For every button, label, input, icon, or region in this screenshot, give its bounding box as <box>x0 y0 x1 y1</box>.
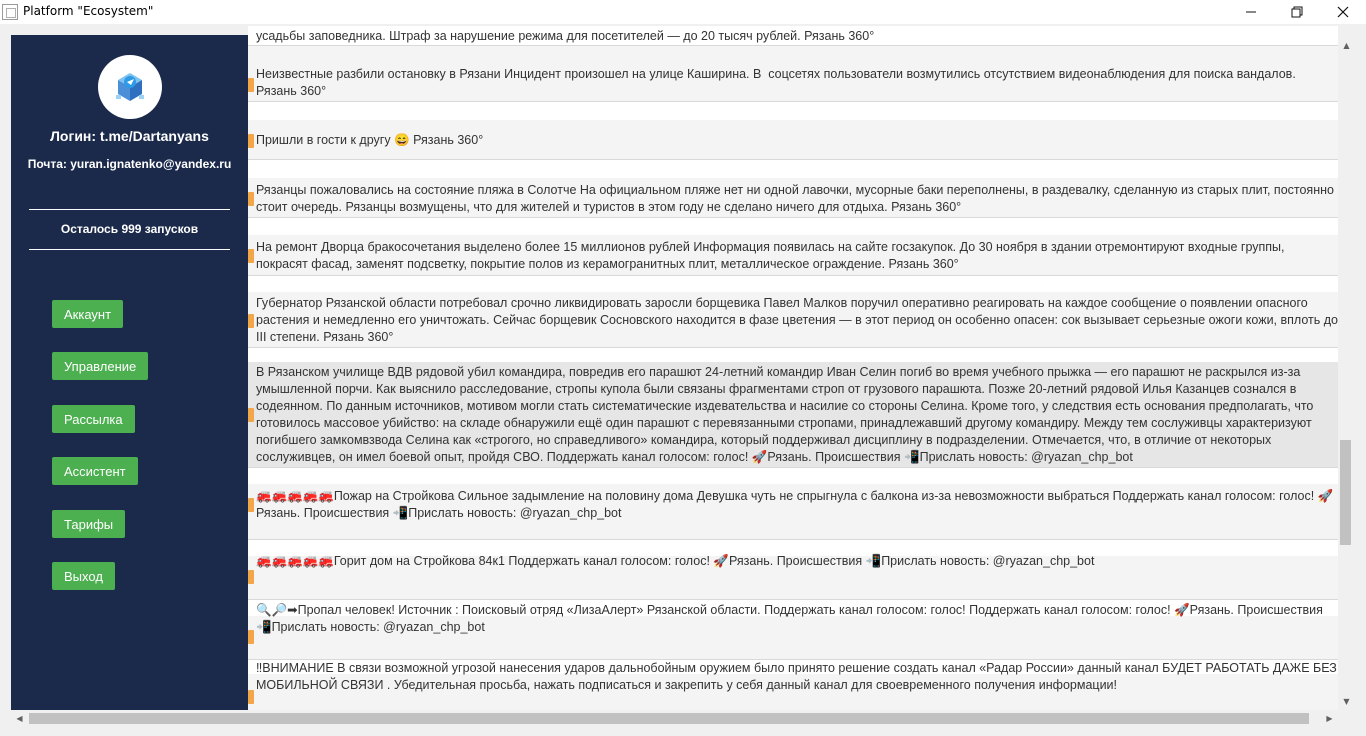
item-marker <box>248 498 254 512</box>
assistant-button[interactable]: Ассистент <box>52 457 138 485</box>
launches-remaining: Осталось 999 запусков <box>60 222 199 236</box>
list-item[interactable] <box>248 556 1338 600</box>
news-text: На ремонт Дворца бракосочетания выделено более 15 миллионов рублей Информация появилась на сайте госзакупок. До 30 ноября в здании отремонтируют входные группы, покрасят фасад, заменят подсветку, покрытие полов из керамогранитных плит, металлическое ограждение. Рязань 360° <box>256 240 1288 271</box>
list-item[interactable] <box>248 292 1338 348</box>
platform-logo-icon <box>110 67 150 107</box>
scroll-left-arrow-icon[interactable]: ◀ <box>16 714 23 723</box>
title-bar <box>0 0 1366 24</box>
mailing-button[interactable]: Рассылка <box>52 405 135 433</box>
list-item[interactable] <box>248 235 1338 276</box>
item-marker <box>248 192 254 206</box>
divider-top <box>29 209 230 210</box>
email-label: Почта: yuran.ignatenko@yandex.ru <box>27 157 232 171</box>
item-marker <box>248 408 254 422</box>
minimize-button[interactable] <box>1228 0 1274 24</box>
news-text: 🚒🚒🚒🚒🚒Пожар на Стройкова Сильное задымление на половину дома Девушка чуть не спрыгнула с балкона из-за невозможности выбраться Поддержать канал голосом: голос! 🚀Рязань. Происшествия 📲Прислать новость: @ryazan_chp_bot <box>256 489 1334 520</box>
close-button[interactable] <box>1320 0 1366 24</box>
tariffs-button[interactable]: Тарифы <box>52 510 125 538</box>
management-button[interactable]: Управление <box>52 352 148 380</box>
news-text: Рязанцы пожаловались на состояние пляжа в Солотче На официальном пляже нет ни одной лавочки, мусорные баки переполнены, в раздевалку, сделанную из старых плит, постоянно стоит очередь. Рязанцы возмущены, что для жителей и туристов в этом году не сделано ничего для отдыха. Рязань 360° <box>256 183 1338 214</box>
item-marker <box>248 78 254 92</box>
vertical-scroll-thumb[interactable] <box>1340 440 1351 545</box>
list-item[interactable] <box>248 603 1338 660</box>
item-marker <box>248 314 254 328</box>
list-item-spacer <box>248 218 1338 235</box>
news-text: Неизвестные разбили остановку в Рязани Инцидент произошел на улице Каширина. В соцсетях пользователи возмутились отсутствием видеонаблюдения для поиска вандалов. Рязань 360° <box>256 67 1300 98</box>
divider-bottom <box>29 249 230 250</box>
list-item-selected[interactable] <box>248 362 1338 468</box>
item-marker <box>248 134 254 148</box>
horizontal-scrollbar[interactable] <box>11 710 1338 727</box>
app-icon <box>2 4 18 20</box>
list-item-spacer <box>248 160 1338 178</box>
scroll-down-arrow-icon[interactable]: ▼ <box>1343 697 1350 706</box>
list-item-spacer <box>248 46 1338 64</box>
news-text: Пришли в гости к другу 😄 Рязань 360° <box>256 133 484 147</box>
list-item[interactable] <box>248 484 1338 540</box>
item-marker <box>248 690 254 704</box>
news-text: 🔍🔎➡Пропал человек! Источник : Поисковый отряд «ЛизаАлерт» Рязанской области. Поддержать канал голосом: голос! Поддержать канал голосом: голос! 🚀Рязань. Происшествия 📲Прислать новость: @ryazan_chp_bot <box>256 603 1327 634</box>
news-text: В Рязанском училище ВДВ рядовой убил командира, повредив его парашют 24-летний командир Иван Селин погиб во время учебного прыжка — его парашют не раскрылся из-за умышленной порчи. Как выяснило расследование, стропы купола были связаны фрагментами строп от грузового парашюта. Позже 20-летний рядовой Илья Казанцев сознался в содеянном. По данным источников, мотивом могли стать систематические издевательства и насилие со стороны Селина. Кроме того, у следствия есть основания предполагать, что готовилось массовое убийство: на складе обнаружили ещё один парашют с перевязанными стропами, принадлежавший другому командиру. Между тем сослуживцы характеризуют погибшего замкомвзвода Селина как «строгого, но справедливого» командира, который поддерживал дисциплину в подразделении. Отмечается, что, в отличие от некоторых сослуживцев, он имел боевой опыт, пройдя СВО. Поддержать канал голосом: голос! 🚀Рязань. Происшествия 📲Прислать новость: @ryazan_chp_bot <box>256 365 1317 464</box>
restore-icon <box>1291 6 1303 18</box>
exit-button[interactable]: Выход <box>52 562 115 590</box>
vertical-scrollbar[interactable] <box>1338 35 1355 710</box>
list-item[interactable] <box>248 64 1338 102</box>
item-marker <box>248 570 254 584</box>
scroll-up-arrow-icon[interactable]: ▲ <box>1343 41 1350 50</box>
list-item-spacer <box>248 348 1338 362</box>
list-item-spacer <box>248 276 1338 292</box>
minimize-icon <box>1245 6 1257 18</box>
sidebar <box>11 35 248 710</box>
avatar <box>98 55 162 119</box>
list-item[interactable] <box>248 661 1338 714</box>
list-item-spacer <box>248 468 1338 484</box>
news-text: ‼ВНИМАНИЕ В связи возможной угрозой нанесения ударов дальнобойным оружием было принято решение создать канал «Радар России» данный канал БУДЕТ РАБОТАТЬ ДАЖЕ БЕЗ МОБИЛЬНОЙ СВЯЗИ . Убедительная просьба, нажать подписаться и закрепить у себя данный канал для своевременного получения информации! <box>256 661 1337 692</box>
list-item[interactable] <box>248 26 1338 46</box>
scroll-right-arrow-icon[interactable]: ▶ <box>1326 714 1333 723</box>
close-icon <box>1337 6 1349 18</box>
window-title: Platform "Ecosystem" <box>23 4 154 18</box>
list-item-spacer <box>248 102 1338 120</box>
item-marker <box>248 249 254 263</box>
item-marker <box>248 630 254 644</box>
news-text: 🚒🚒🚒🚒🚒Горит дом на Стройкова 84к1 Поддержать канал голосом: голос! 🚀Рязань. Происшествия 📲Прислать новость: @ryazan_chp_bot <box>256 554 1095 568</box>
login-label: Логин: t.me/Dartanyans <box>50 128 209 144</box>
list-item[interactable] <box>248 178 1338 218</box>
news-text: усадьбы заповедника. Штраф за нарушение режима для посетителей — до 20 тысяч рублей. Рязань 360° <box>256 29 875 43</box>
list-item[interactable] <box>248 120 1338 160</box>
account-button[interactable]: Аккаунт <box>52 300 123 328</box>
horizontal-scroll-thumb[interactable] <box>29 713 1309 724</box>
news-text: Губернатор Рязанской области потребовал срочно ликвидировать заросли борщевика Павел Малков поручил оперативно реагировать на каждое сообщение о появлении опасного растения и немедленно его уничтожать. Сейчас борщевик Сосновского находится в фазе цветения — в этот период он особенно опасен: сок вызывает серьезные ожоги кожи, вплоть до III степени. Рязань 360° <box>256 296 1338 344</box>
maximize-button[interactable] <box>1274 0 1320 24</box>
news-list[interactable] <box>248 29 1338 710</box>
